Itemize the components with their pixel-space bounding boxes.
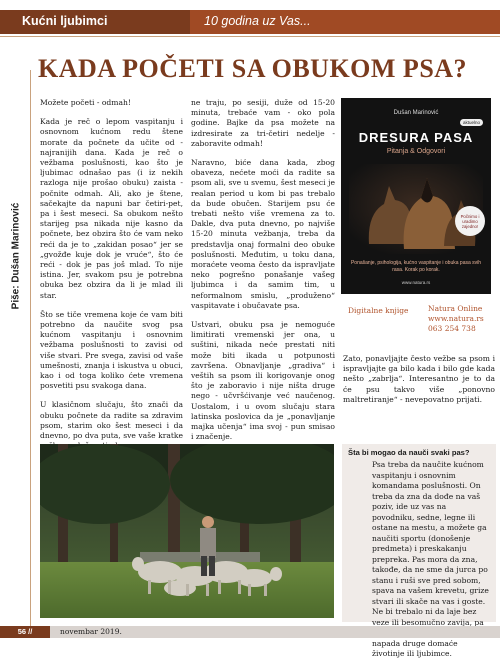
- paragraph: Zato, ponavljajte često vežbe sa psom i ispravljajte ga bilo kada i bilo gde kada nešto „zabrlja“. Interesantno je to da će psu takvo više „ponovno maltretiranje“ - nevероvatno prijati.: [343, 354, 495, 404]
- section-title: Kućni ljubimci: [22, 14, 108, 28]
- info-box-title: Šta bi mogao da nauči svaki pas?: [348, 448, 470, 457]
- book-cover-ad[interactable]: [341, 98, 491, 294]
- publisher-phone: 063 254 738: [428, 324, 476, 333]
- book-description: Ponašanje, psihologija, kućno vaspitanje i obuka pasa svih rasa. Korak po korak.: [350, 260, 482, 273]
- book-subtitle: Pitanja & Odgovori: [386, 148, 446, 155]
- series-title: 10 godina uz Vas...: [204, 14, 311, 28]
- publisher-url[interactable]: www.natura.rs: [428, 314, 484, 323]
- publisher-name: Natura Online: [428, 304, 483, 313]
- book-url: www.natura.rs: [401, 280, 431, 285]
- paragraph: Kada je reč o lepom vaspitanju i osnovnom kućnom redu štene morate da počnete da učite od - najranijih dana. Kada je reč o vežbama poslušnosti, kao što je ljubimac odnašao pas (i iz nekih razloga nije prošao obuku) zaista - počnite odmah. Ali, ako je štene, sačekajte da napuni bar četiri-pet, pa i šest meseci. Sa obukom nešto starijeg psa nikada nije kasno da počnete, bez obzira što će vam neko reći da je to „zakidan posao“ jer se „gvožđe kuje dok je vruće“, što će reći - dok je pas još mlad. To nije istina. Jer, svakom psu je potrebna obuka bez obzira da li je mlad ili star.: [40, 117, 183, 300]
- paragraph: ne traju, po sesiji, duže od 15-20 minuta, trebaće vam - oko pola godine. Bajke da psa možete na izdresirate za tri-četiri nedelje - zaboravite odmah!: [191, 98, 335, 148]
- article-column-1: [40, 98, 183, 461]
- paragraph: U klasičnom slučaju, što znači da obuku počnete da radite sa zdravim psom, starim oko šest meseci i da dnevno, po dva puta, sve vaše kratke: [40, 400, 183, 441]
- top-bar: [0, 10, 500, 34]
- publisher-info: [428, 304, 484, 334]
- info-box: [342, 444, 496, 658]
- author-name: Piše: Dušan Marinović: [10, 202, 22, 310]
- series-tab: [190, 10, 500, 34]
- vertical-divider: [30, 70, 31, 630]
- paragraph: Što se tiče vremena koje će vam biti potrebno da naučite svog psa kućnom vaspitanju i osnovnim vežbama poslušnosti to zavisi od više stvari. Pre svega, zavisi od vaše umešnosti, znanja i iskustva u obuci, kao i od toga koliko ćete vremena posvetiti psu svakoga dana.: [40, 309, 183, 391]
- top-divider: [0, 36, 500, 37]
- issue-date: novembar 2019.: [60, 627, 122, 636]
- author-byline: [8, 76, 24, 436]
- page-number: 56 //: [0, 626, 50, 638]
- section-tab: [0, 10, 190, 34]
- page-footer: [0, 626, 500, 638]
- paragraph: Možete početi - odmah!: [40, 98, 131, 107]
- info-box-text: Psa treba da naučite kućnom vaspitanju i osnovnim komandama poslušnosti. On treba da zna da dođe na vaš poziv, ide uz vas na povodniku, sedne, legne ili ostane na mestu, a možete ga naučiti sportu (donošenje predmeta) i preskakanju prepreka. Pas mora da zna, takođe, da ne sme da jurca po stanu i ruši sve pred sobom, spava na vašem krevetu, grize stvari ili skače na vas i goste. Ne bi trebalo ni da laje bez veze ili besomučno zavija, pa napada druge domaće životinje ili ljubimce.: [372, 460, 489, 658]
- article-title: KADA POČETI SA OBUKOM PSA?: [38, 54, 468, 83]
- book-author: Dušan Marinović: [393, 110, 439, 116]
- paragraph: Naravno, biće dana kada, zbog obaveza, nećete moći da radite sa psom ali, sve u svemu, šest meseci je realan period u kom bi pas trebalo da bude obučen. Starijem psu će trebati nešto više vremena za to. Dakle, dva puta dnevno, po najviše 15-20 minuta vežbanja, treba da predstavlja onaj formalni deo obuke poslušnosti. Međutim, u toku dana, moraćete veoma često da ispravljate neko pogrešno ponašanje vašeg ljubimca i da samim tim, u neformalnom smislu, „produženo“ vaspitavate i obučavate psa.: [191, 158, 335, 310]
- dogs-photo: [40, 444, 334, 618]
- article-column-2: [191, 98, 335, 452]
- paragraph: Ustvari, obuku psa je nemoguće limitirati vremenski jer ona, u suštini, nikada neće prestati niti može biti ikada u potpunosti završena. Obnavljanje „gradiva“ i veštih sa psom ili korigovanje onog što je zaboravio i nije ništa druge nego - učvršćivanje već naučenog. Uostalom, i u ovom slučaju stara latinska poslovica da je „ponavljanje majka učenja“ ima svoj - pun smisao i značenje.: [191, 320, 335, 442]
- book-title: DRESURA PASA: [358, 130, 474, 145]
- book-badge: aktuelno: [460, 119, 483, 126]
- trainer-with-dogs-image: [40, 444, 334, 618]
- book-seal: Počnimo i uradimo zajedno!: [455, 206, 485, 236]
- digital-books-label: Digitalne knjige: [348, 306, 409, 315]
- article-column-3: [343, 354, 495, 414]
